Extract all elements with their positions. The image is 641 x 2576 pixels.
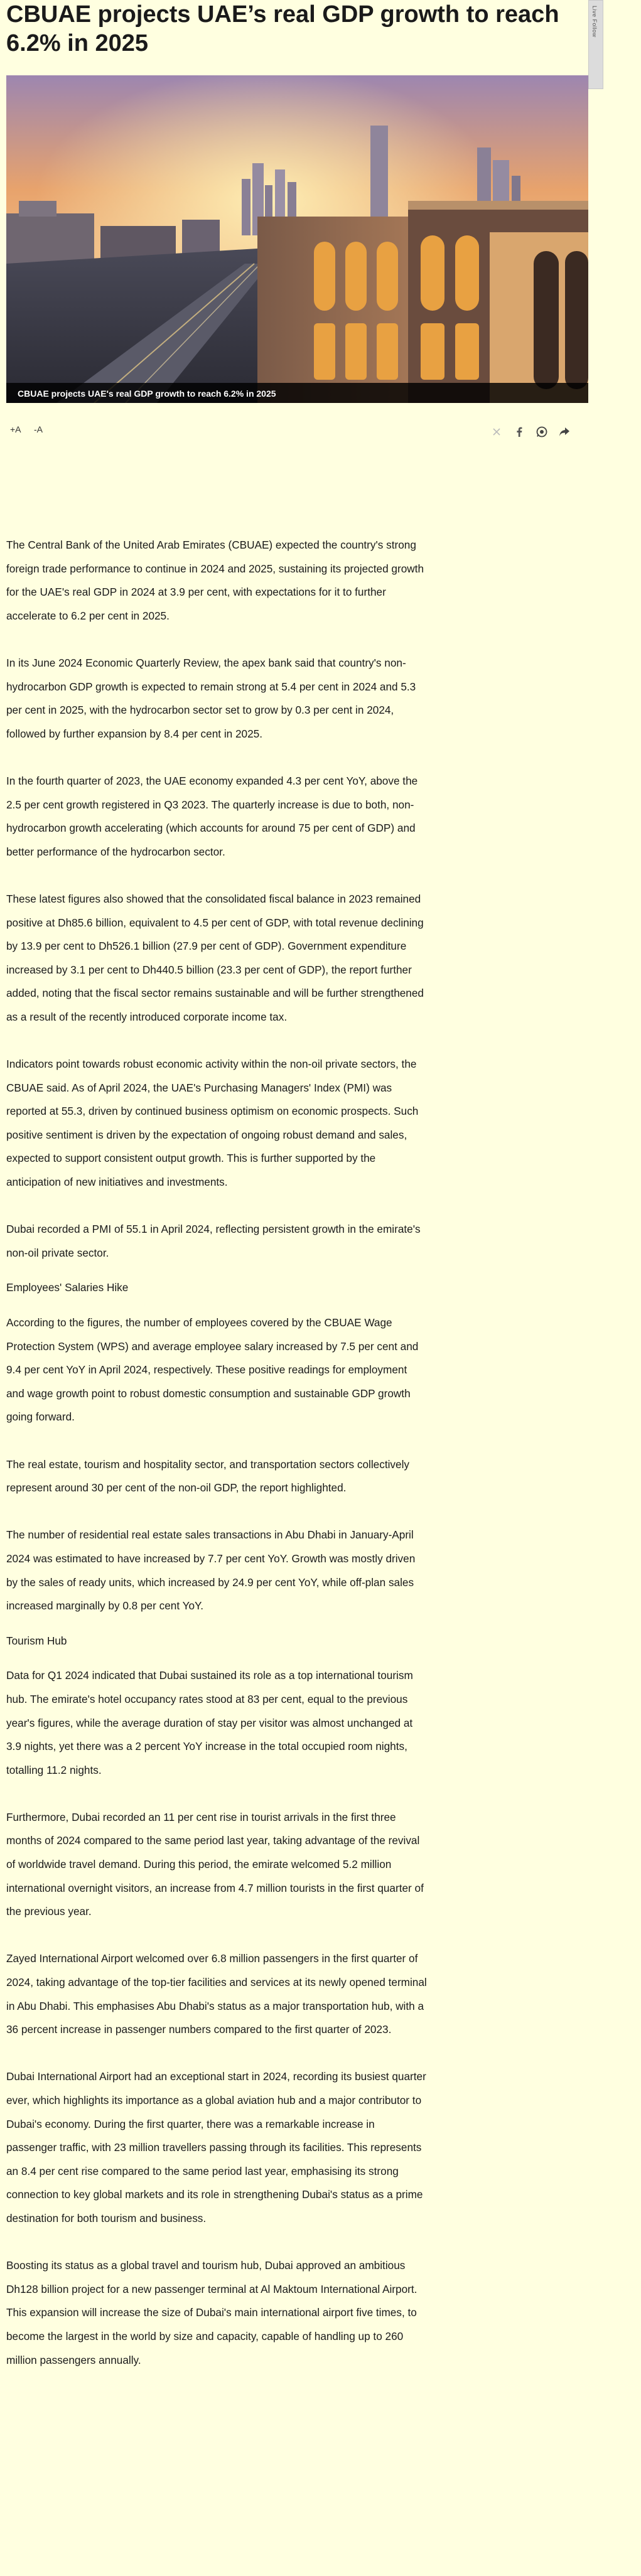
paragraph: According to the figures, the number of employees covered by the CBUAE Wage Protection System (WPS) and average employee salary increased by 7.5 per cent and 9.4 per cent YoY in April 2024, respectively. These positive readings for employment and wage growth point to robust domestic consumption and sustainable GDP growth going forward. [6, 1316, 419, 1424]
subheading-employees: Employees' Salaries Hike [6, 1281, 129, 1294]
increase-font-button[interactable]: +A [10, 424, 21, 434]
hero-caption-bar [6, 383, 588, 403]
whatsapp-icon[interactable] [534, 424, 549, 439]
hero-caption: CBUAE projects UAE's real GDP growth to reach 6.2% in 2025 [18, 389, 276, 399]
paragraph: In the fourth quarter of 2023, the UAE economy expanded 4.3 per cent YoY, above the 2.5 per cent growth registered in Q3 2023. The quarterly increase is due to both, non-hydrocarbon growth accelerating (which accounts for around 75 per cent of GDP) and better performance of the hydrocarbon sector. [6, 774, 418, 858]
facebook-icon[interactable] [512, 424, 527, 439]
paragraph: Furthermore, Dubai recorded an 11 per cent rise in tourist arrivals in the first three months of 2024 compared to the same period last year, taking advantage of the revival of worldwide travel demand. During this period, the emirate welcomed 5.2 million international overnight visitors, an increase from 4.7 million tourists in the first quarter of the previous year. [6, 1810, 424, 1918]
article-toolbar [6, 421, 588, 443]
decrease-font-button[interactable]: -A [34, 424, 43, 434]
x-icon[interactable] [489, 424, 504, 439]
share-icon[interactable] [557, 424, 572, 439]
hero-photo [6, 75, 588, 403]
paragraph: Zayed International Airport welcomed over 6.8 million passengers in the first quarter of 2024, taking advantage of the top-tier facilities and services at its newly opened terminal in Abu Dhabi. This emphasises Abu Dhabi's status as a major transportation hub, with a 36 percent increase in passenger numbers compared to the first quarter of 2023. [6, 1952, 427, 2036]
paragraph: Indicators point towards robust economic activity within the non-oil private sectors, the CBUAE said. As of April 2024, the UAE's Purchasing Managers' Index (PMI) was reported at 55.3, driven by continued business optimism on economic prospects. Such positive sentiment is driven by the expectation of ongoing robust demand and sales, expected to support consistent output growth. This is further supported by the anticipation of new initiatives and investments. [6, 1058, 419, 1189]
paragraph: Dubai International Airport had an exceptional start in 2024, recording its busiest quarter ever, which highlights its importance as a global aviation hub and a major contributor to Dubai's economy. During the first quarter, there was a remarkable increase in passenger traffic, with 23 million travellers passing through its facilities. This represents an 8.4 per cent rise compared to the same period last year, emphasising its strong connection to key global markets and its role in strengthening Dubai's status as a prime destination for both tourism and business. [6, 2070, 426, 2224]
paragraph: Data for Q1 2024 indicated that Dubai sustained its role as a top international tourism hub. The emirate's hotel occupancy rates stood at 83 per cent, equal to the previous year's figures, while the average duration of stay per visitor was almost unchanged at 3.9 nights, yet there was a 2 percent YoY increase in the total occupied room nights, totalling 11.2 nights. [6, 1669, 413, 1776]
article-body [6, 534, 427, 2372]
paragraph: Dubai recorded a PMI of 55.1 in April 2024, reflecting persistent growth in the emirate's non-oil private sector. [6, 1223, 421, 1259]
live-follow-tab[interactable] [588, 0, 603, 89]
paragraph: These latest figures also showed that the consolidated fiscal balance in 2023 remained positive at Dh85.6 billion, equivalent to 4.5 per cent of GDP, with total revenue declining by 13.9 per cent to Dh526.1 billion (27.9 per cent of GDP). Government expenditure increased by 3.1 per cent to Dh440.5 billion (23.3 per cent of GDP), the report further added, noting that the fiscal sector remains sustainable and will be further strengthened as a result of the recently introduced corporate income tax. [6, 892, 424, 1023]
hero-image [6, 75, 588, 403]
share-row [489, 424, 583, 439]
paragraph: The Central Bank of the United Arab Emirates (CBUAE) expected the country's strong foreign trade performance to continue in 2024 and 2025, sustaining its projected growth for the UAE's real GDP in 2024 at 3.9 per cent, with expectations for it to further accelerate to 6.2 per cent in 2025. [6, 539, 424, 622]
subheading-tourism: Tourism Hub [6, 1634, 67, 1647]
paragraph: In its June 2024 Economic Quarterly Review, the apex bank said that country's non-hydrocarbon GDP growth is expected to remain strong at 5.4 per cent in 2024 and 5.3 per cent in 2025, with the hydrocarbon sector set to grow by 0.3 per cent in 2024, followed by further expansion by 8.4 per cent in 2025. [6, 656, 416, 740]
live-follow-label: Live Follow [591, 6, 598, 38]
paragraph: The number of residential real estate sales transactions in Abu Dhabi in January-April 2024 was estimated to have increased by 7.7 per cent YoY. Growth was mostly driven by the sales of ready units, which increased by 24.9 per cent YoY, while off-plan sales increased marginally by 0.8 per cent YoY. [6, 1528, 416, 1613]
paragraph: The real estate, tourism and hospitality sector, and transportation sectors collectively represent around 30 per cent of the non-oil GDP, the report highlighted. [6, 1457, 409, 1495]
article-headline: CBUAE projects UAE’s real GDP growth to reach 6.2% in 2025 [6, 1, 559, 56]
paragraph: Boosting its status as a global travel and tourism hub, Dubai approved an ambitious Dh128 billion project for a new passenger terminal at Al Maktoum International Airport. This expansion will increase the size of Dubai's main international airport five times, to become the largest in the world by size and capacity, capable of handling up to 260 million passengers annually. [6, 2259, 417, 2366]
